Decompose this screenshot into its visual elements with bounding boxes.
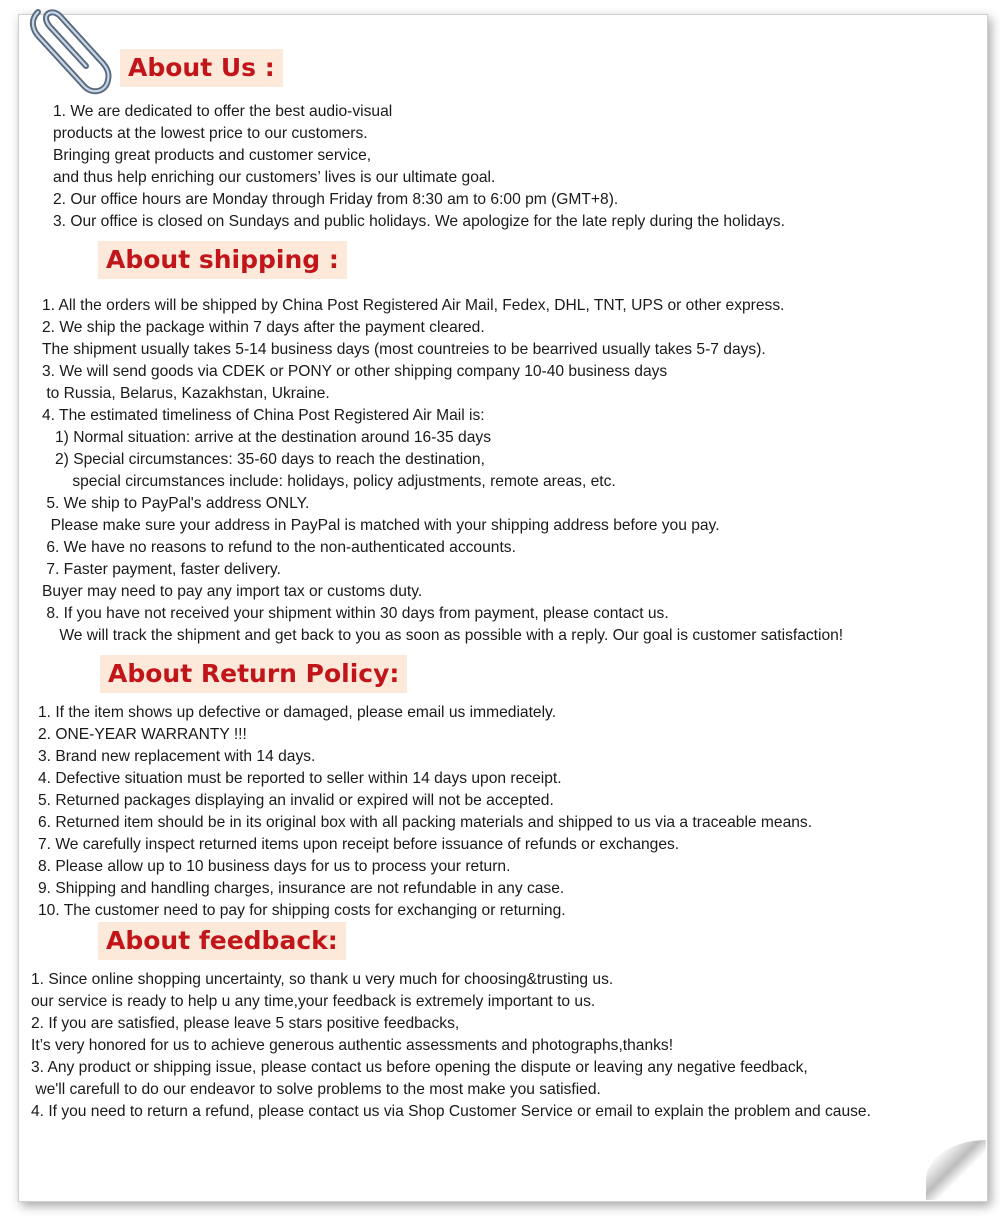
about-line: products at the lowest price to our customers. <box>53 125 368 142</box>
feedback-line: 1. Since online shopping uncertainty, so thank u very much for choosing&trusting us. <box>31 971 614 988</box>
shipping-line: 6. We have no reasons to refund to the non-authenticated accounts. <box>42 539 516 556</box>
about-us-list <box>53 101 785 233</box>
about-line: 1. We are dedicated to offer the best audio-visual <box>53 103 393 120</box>
shipping-line: Please make sure your address in PayPal is matched with your shipping address before you pay. <box>42 517 720 534</box>
shipping-line: 2. We ship the package within 7 days after the payment cleared. <box>42 319 485 336</box>
return-line: 5. Returned packages displaying an invalid or expired will not be accepted. <box>38 792 554 809</box>
shipping-line: 2) Special circumstances: 35-60 days to reach the destination, <box>42 451 485 468</box>
shipping-line: 1) Normal situation: arrive at the destination around 16-35 days <box>42 429 491 446</box>
feedback-line: It’s very honored for us to achieve generous authentic assessments and photographs,thanks! <box>31 1037 674 1054</box>
return-line: 2. ONE-YEAR WARRANTY !!! <box>38 726 247 743</box>
about-line: 2. Our office hours are Monday through Friday from 8:30 am to 6:00 pm (GMT+8). <box>53 191 619 208</box>
shipping-line: Buyer may need to pay any import tax or customs duty. <box>42 583 423 600</box>
shipping-line: 5. We ship to PayPal's address ONLY. <box>42 495 310 512</box>
shipping-line: 8. If you have not received your shipment within 30 days from payment, please contact us. <box>42 605 669 622</box>
return-line: 4. Defective situation must be reported to seller within 14 days upon receipt. <box>38 770 562 787</box>
return-line: 3. Brand new replacement with 14 days. <box>38 748 316 765</box>
about-shipping-list <box>42 295 843 647</box>
return-line: 1. If the item shows up defective or damaged, please email us immediately. <box>38 704 557 721</box>
shipping-line: We will track the shipment and get back to you as soon as possible with a reply. Our goal is customer satisfaction! <box>42 627 844 644</box>
feedback-line: we'll carefull to do our endeavor to solve problems to the most make you satisfied. <box>31 1081 601 1098</box>
feedback-line: our service is ready to help u any time,your feedback is extremely important to us. <box>31 993 596 1010</box>
shipping-line: special circumstances include: holidays, policy adjustments, remote areas, etc. <box>42 473 616 490</box>
return-line: 9. Shipping and handling charges, insurance are not refundable in any case. <box>38 880 565 897</box>
shipping-line: 3. We will send goods via CDEK or PONY or other shipping company 10-40 business days <box>42 363 668 380</box>
about-line: Bringing great products and customer service, <box>53 147 372 164</box>
about-feedback-list <box>31 969 871 1123</box>
return-line: 7. We carefully inspect returned items upon receipt before issuance of refunds or exchanges. <box>38 836 680 853</box>
shipping-line: 4. The estimated timeliness of China Post Registered Air Mail is: <box>42 407 485 424</box>
about-us-heading: About Us : <box>120 49 283 87</box>
shipping-line: 1. All the orders will be shipped by China Post Registered Air Mail, Fedex, DHL, TNT, UPS or other express. <box>42 297 785 314</box>
shipping-line: to Russia, Belarus, Kazakhstan, Ukraine. <box>42 385 330 402</box>
return-line: 8. Please allow up to 10 business days for us to process your return. <box>38 858 511 875</box>
shipping-line: The shipment usually takes 5-14 business days (most countreies to be bearrived usually takes 5-7 days). <box>42 341 766 358</box>
paperclip-icon <box>26 0 116 100</box>
about-line: 3. Our office is closed on Sundays and public holidays. We apologize for the late reply during the holidays. <box>53 213 785 230</box>
about-line: and thus help enriching our customers’ lives is our ultimate goal. <box>53 169 496 186</box>
about-shipping-heading: About shipping : <box>98 241 347 279</box>
feedback-line: 4. If you need to return a refund, please contact us via Shop Customer Service or email to explain the problem and cause. <box>31 1103 871 1120</box>
about-return-policy-heading: About Return Policy: <box>100 655 407 693</box>
feedback-line: 3. Any product or shipping issue, please contact us before opening the dispute or leaving any negative feedback, <box>31 1059 808 1076</box>
shipping-line: 7. Faster payment, faster delivery. <box>42 561 281 578</box>
about-feedback-heading: About feedback: <box>98 922 346 960</box>
about-return-policy-list <box>38 702 812 922</box>
return-line: 10. The customer need to pay for shipping costs for exchanging or returning. <box>38 902 566 919</box>
return-line: 6. Returned item should be in its original box with all packing materials and shipped to us via a traceable means. <box>38 814 813 831</box>
feedback-line: 2. If you are satisfied, please leave 5 stars positive feedbacks, <box>31 1015 460 1032</box>
